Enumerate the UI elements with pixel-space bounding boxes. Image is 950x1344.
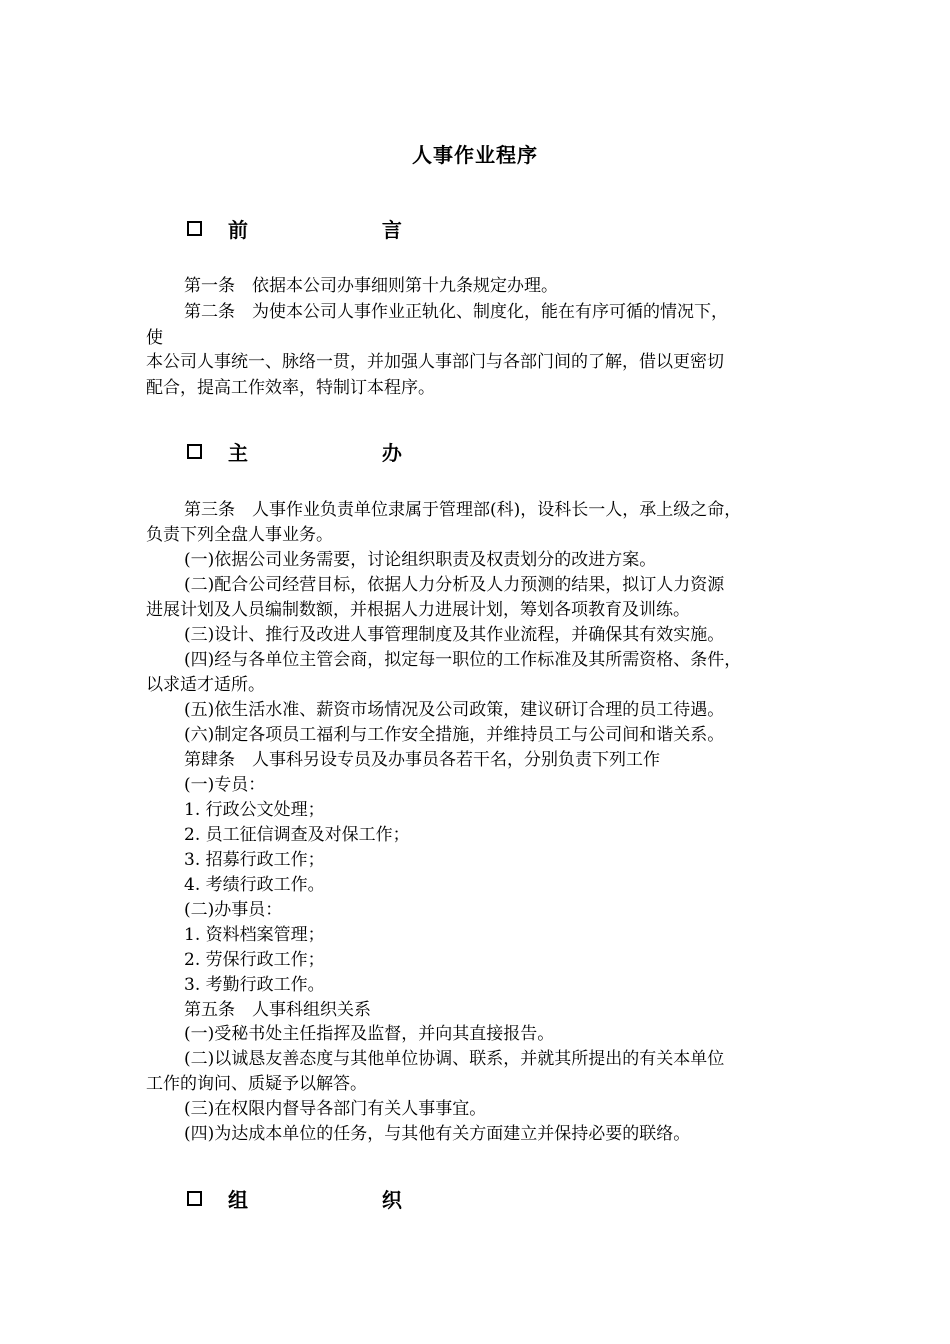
section-heading-host xyxy=(187,437,442,466)
list-item: 1. 资料档案管理； xyxy=(184,925,325,945)
paragraph-line: 第肆条 人事科另设专员及办事员各若干名，分别负责下列工作 xyxy=(184,750,660,770)
section-heading-text: 前 言 xyxy=(228,218,442,242)
paragraph-line: 第三条 人事作业负责单位隶属于管理部(科)，设科长一人，承上级之命， xyxy=(184,500,742,520)
list-item: 2. 劳保行政工作； xyxy=(184,950,325,970)
paragraph-line: (二)以诚恳友善态度与其他单位协调、联系，并就其所提出的有关本单位 xyxy=(184,1049,725,1069)
paragraph-line: (一)依据公司业务需要，讨论组织职责及权责划分的改进方案。 xyxy=(184,550,657,570)
list-item: 3. 考勤行政工作。 xyxy=(184,975,325,995)
section-heading-preface xyxy=(187,214,442,243)
paragraph-line: (二)办事员： xyxy=(184,900,283,920)
paragraph-line: 工作的询问、质疑予以解答。 xyxy=(146,1074,367,1094)
paragraph-line: 以求适才适所。 xyxy=(146,675,265,695)
section-heading-text: 主 办 xyxy=(228,441,442,465)
paragraph-line: 本公司人事统一、脉络一贯，并加强人事部门与各部门间的了解，借以更密切 xyxy=(146,352,724,372)
paragraph-line: 第一条 依据本公司办事细则第十九条规定办理。 xyxy=(184,276,558,296)
section-heading-text: 组 织 xyxy=(228,1188,442,1212)
paragraph-line: 进展计划及人员编制数额，并根据人力进展计划，筹划各项教育及训练。 xyxy=(146,600,690,620)
paragraph-line: 使 xyxy=(146,328,163,348)
list-item: 1. 行政公文处理； xyxy=(184,800,325,820)
paragraph-line: 第二条 为使本公司人事作业正轨化、制度化，能在有序可循的情况下， xyxy=(184,302,728,322)
list-item: 2. 员工征信调查及对保工作； xyxy=(184,825,410,845)
paragraph-line: (一)受秘书处主任指挥及监督，并向其直接报告。 xyxy=(184,1024,555,1044)
list-item: 3. 招募行政工作； xyxy=(184,850,325,870)
paragraph-line: (三)在权限内督导各部门有关人事事宜。 xyxy=(184,1099,487,1119)
paragraph-line: (一)专员： xyxy=(184,775,266,795)
paragraph-line: 配合，提高工作效率，特制订本程序。 xyxy=(146,378,435,398)
paragraph-line: 负责下列全盘人事业务。 xyxy=(146,525,333,545)
paragraph-line: (四)经与各单位主管会商，拟定每一职位的工作标准及其所需资格、条件， xyxy=(184,650,742,670)
paragraph-line: (六)制定各项员工福利与工作安全措施，并维持员工与公司间和谐关系。 xyxy=(184,725,725,745)
checkbox-square-icon xyxy=(187,221,202,236)
document-title: 人事作业程序 xyxy=(412,143,538,167)
paragraph-line: (五)依生活水准、薪资市场情况及公司政策，建议研订合理的员工待遇。 xyxy=(184,700,725,720)
checkbox-square-icon xyxy=(187,1191,202,1206)
checkbox-square-icon xyxy=(187,444,202,459)
paragraph-line: (三)设计、推行及改进人事管理制度及其作业流程，并确保其有效实施。 xyxy=(184,625,725,645)
section-heading-organization xyxy=(187,1184,442,1213)
paragraph-line: 第五条 人事科组织关系 xyxy=(184,1000,371,1020)
paragraph-line: (二)配合公司经营目标，依据人力分析及人力预测的结果，拟订人力资源 xyxy=(184,575,725,595)
paragraph-line: (四)为达成本单位的任务，与其他有关方面建立并保持必要的联络。 xyxy=(184,1124,691,1144)
list-item: 4. 考绩行政工作。 xyxy=(184,875,325,895)
